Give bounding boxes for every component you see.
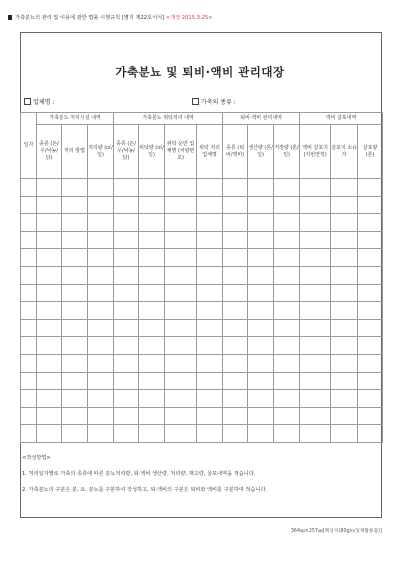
entry-cell[interactable] — [88, 302, 114, 320]
entry-cell[interactable] — [223, 284, 248, 302]
entry-cell[interactable] — [139, 372, 165, 390]
entry-cell[interactable] — [114, 249, 139, 267]
entry-cell[interactable] — [165, 179, 197, 197]
entry-cell[interactable] — [358, 249, 383, 267]
column-header: 살포량 (톤) — [358, 125, 383, 179]
entry-cell[interactable] — [139, 249, 165, 267]
entry-cell[interactable] — [300, 425, 331, 443]
column-header: 위탁 처리 업체명 — [197, 125, 223, 179]
date-cell[interactable] — [21, 249, 37, 267]
date-cell[interactable] — [21, 266, 37, 284]
group-header: 퇴비·액비 관리내역 — [223, 113, 300, 125]
entry-cell[interactable] — [62, 354, 88, 372]
entry-cell[interactable] — [114, 354, 139, 372]
entry-cell[interactable] — [165, 302, 197, 320]
date-cell[interactable] — [21, 425, 37, 443]
entry-cell[interactable] — [331, 319, 358, 337]
table-row — [21, 302, 383, 320]
date-cell[interactable] — [21, 407, 37, 425]
entry-cell[interactable] — [331, 354, 358, 372]
entry-cell[interactable] — [62, 302, 88, 320]
entry-cell[interactable] — [139, 390, 165, 408]
entry-cell[interactable] — [358, 337, 383, 355]
column-header: 처리량 (㎥/일) — [88, 125, 114, 179]
entry-cell[interactable] — [331, 196, 358, 214]
entry-cell[interactable] — [197, 319, 223, 337]
entry-cell[interactable] — [62, 407, 88, 425]
entry-cell[interactable] — [358, 372, 383, 390]
entry-cell[interactable] — [88, 214, 114, 232]
entry-cell[interactable] — [248, 425, 274, 443]
entry-cell[interactable] — [88, 319, 114, 337]
date-cell[interactable] — [21, 214, 37, 232]
entry-cell[interactable] — [358, 196, 383, 214]
form-reference-header — [8, 14, 213, 21]
column-header: 살포지 소유자 — [331, 125, 358, 179]
date-cell[interactable] — [21, 337, 37, 355]
entry-cell[interactable] — [139, 302, 165, 320]
entry-cell[interactable] — [248, 231, 274, 249]
table-row — [21, 266, 383, 284]
table-row — [21, 284, 383, 302]
entry-cell[interactable] — [88, 354, 114, 372]
entry-cell[interactable] — [331, 249, 358, 267]
table-row — [21, 337, 383, 355]
entry-cell[interactable] — [114, 425, 139, 443]
entry-cell[interactable] — [331, 179, 358, 197]
entry-cell[interactable] — [88, 407, 114, 425]
column-header: 종류 (퇴비/액비) — [223, 125, 248, 179]
entry-cell[interactable] — [37, 231, 62, 249]
entry-cell[interactable] — [37, 319, 62, 337]
date-cell[interactable] — [21, 231, 37, 249]
entry-cell[interactable] — [358, 390, 383, 408]
entry-cell[interactable] — [331, 372, 358, 390]
checkbox-icon — [192, 98, 199, 105]
entry-cell[interactable] — [139, 214, 165, 232]
table-row — [21, 372, 383, 390]
entry-cell[interactable] — [223, 319, 248, 337]
entry-cell[interactable] — [223, 337, 248, 355]
entry-cell[interactable] — [139, 231, 165, 249]
entry-cell[interactable] — [88, 231, 114, 249]
entry-cell[interactable] — [139, 284, 165, 302]
entry-cell[interactable] — [223, 390, 248, 408]
group-header: 액비 살포내역 — [300, 113, 383, 125]
entry-cell[interactable] — [114, 231, 139, 249]
entry-cell[interactable] — [197, 179, 223, 197]
entry-cell[interactable] — [274, 231, 300, 249]
business-name-label: 업체명 : — [33, 99, 55, 106]
table-row — [21, 249, 383, 267]
entry-cell[interactable] — [358, 425, 383, 443]
entry-cell[interactable] — [274, 266, 300, 284]
entry-cell[interactable] — [62, 266, 88, 284]
entry-cell[interactable] — [274, 302, 300, 320]
entry-cell[interactable] — [248, 354, 274, 372]
livestock-type-field[interactable] — [192, 97, 236, 106]
entry-cell[interactable] — [114, 214, 139, 232]
entry-cell[interactable] — [37, 407, 62, 425]
entry-cell[interactable] — [139, 179, 165, 197]
entry-cell[interactable] — [165, 284, 197, 302]
management-ledger-table — [20, 112, 383, 443]
entry-cell[interactable] — [300, 179, 331, 197]
checkbox-icon — [24, 98, 31, 105]
entry-cell[interactable] — [114, 302, 139, 320]
entry-cell[interactable] — [223, 249, 248, 267]
entry-cell[interactable] — [62, 390, 88, 408]
entry-cell[interactable] — [37, 284, 62, 302]
entry-cell[interactable] — [223, 302, 248, 320]
entry-cell[interactable] — [274, 390, 300, 408]
entry-cell[interactable] — [223, 354, 248, 372]
entry-cell[interactable] — [274, 196, 300, 214]
entry-cell[interactable] — [37, 372, 62, 390]
entry-cell[interactable] — [62, 196, 88, 214]
writing-instructions — [22, 454, 267, 502]
entry-cell[interactable] — [197, 284, 223, 302]
date-cell[interactable] — [21, 354, 37, 372]
entry-cell[interactable] — [165, 231, 197, 249]
entry-cell[interactable] — [114, 372, 139, 390]
entry-cell[interactable] — [331, 266, 358, 284]
entry-cell[interactable] — [165, 266, 197, 284]
entry-cell[interactable] — [248, 407, 274, 425]
table-row — [21, 390, 383, 408]
entry-cell[interactable] — [331, 337, 358, 355]
entry-cell[interactable] — [165, 390, 197, 408]
instruction-item: 2. 가축분뇨의 구분은 분, 요, 분뇨를 구분하여 작성하고, 퇴·액비의 구분은 퇴비와 액비를 구분하여 적습니다. — [22, 487, 268, 493]
entry-cell[interactable] — [358, 214, 383, 232]
table-row — [21, 214, 383, 232]
entry-cell[interactable] — [88, 196, 114, 214]
entry-cell[interactable] — [165, 214, 197, 232]
entry-cell[interactable] — [300, 302, 331, 320]
entry-cell[interactable] — [197, 372, 223, 390]
entry-cell[interactable] — [197, 354, 223, 372]
entry-cell[interactable] — [114, 196, 139, 214]
entry-cell[interactable] — [165, 372, 197, 390]
date-cell[interactable] — [21, 302, 37, 320]
entry-cell[interactable] — [331, 284, 358, 302]
entry-cell[interactable] — [274, 372, 300, 390]
entry-cell[interactable] — [114, 284, 139, 302]
column-header: 종류 (돈/우/낙농/닭) — [114, 125, 139, 179]
entry-cell[interactable] — [62, 337, 88, 355]
entry-cell[interactable] — [300, 214, 331, 232]
entry-cell[interactable] — [37, 249, 62, 267]
entry-cell[interactable] — [300, 337, 331, 355]
entry-cell[interactable] — [139, 425, 165, 443]
entry-cell[interactable] — [139, 354, 165, 372]
entry-cell[interactable] — [223, 425, 248, 443]
entry-cell[interactable] — [88, 179, 114, 197]
entry-cell[interactable] — [37, 390, 62, 408]
revision-date: <개정 2015.3.25> — [165, 15, 213, 21]
entry-cell[interactable] — [223, 196, 248, 214]
group-header: 가축분뇨 위탁처리 내역 — [114, 113, 223, 125]
entry-cell[interactable] — [37, 337, 62, 355]
entry-cell[interactable] — [114, 266, 139, 284]
entry-cell[interactable] — [62, 425, 88, 443]
entry-cell[interactable] — [62, 231, 88, 249]
entry-cell[interactable] — [37, 354, 62, 372]
date-cell[interactable] — [21, 372, 37, 390]
entry-cell[interactable] — [248, 302, 274, 320]
entry-cell[interactable] — [248, 266, 274, 284]
table-row — [21, 231, 383, 249]
entry-cell[interactable] — [248, 196, 274, 214]
entry-cell[interactable] — [223, 214, 248, 232]
entry-cell[interactable] — [88, 284, 114, 302]
entry-cell[interactable] — [223, 231, 248, 249]
entry-cell[interactable] — [358, 231, 383, 249]
entry-cell[interactable] — [358, 354, 383, 372]
date-cell[interactable] — [21, 390, 37, 408]
entry-cell[interactable] — [197, 390, 223, 408]
entry-cell[interactable] — [331, 302, 358, 320]
entry-cell[interactable] — [223, 407, 248, 425]
entry-cell[interactable] — [37, 425, 62, 443]
business-name-field[interactable] — [24, 97, 54, 106]
column-header: 생산량 (톤/일) — [248, 125, 274, 179]
entry-cell[interactable] — [165, 319, 197, 337]
entry-cell[interactable] — [358, 266, 383, 284]
entry-cell[interactable] — [114, 319, 139, 337]
entry-cell[interactable] — [88, 425, 114, 443]
entry-cell[interactable] — [300, 249, 331, 267]
table-row — [21, 179, 383, 197]
entry-cell[interactable] — [248, 319, 274, 337]
entry-cell[interactable] — [300, 372, 331, 390]
entry-cell[interactable] — [165, 425, 197, 443]
entry-cell[interactable] — [37, 302, 62, 320]
entry-cell[interactable] — [88, 372, 114, 390]
entry-cell[interactable] — [197, 231, 223, 249]
column-header: 종류 (돈/우/낙농/닭) — [37, 125, 62, 179]
entry-cell[interactable] — [274, 425, 300, 443]
column-header: 처리 방법 — [62, 125, 88, 179]
entry-cell[interactable] — [114, 390, 139, 408]
entry-cell[interactable] — [62, 372, 88, 390]
entry-cell[interactable] — [223, 372, 248, 390]
entry-cell[interactable] — [139, 196, 165, 214]
table-row — [21, 407, 383, 425]
entry-cell[interactable] — [197, 214, 223, 232]
entry-cell[interactable] — [139, 319, 165, 337]
entry-cell[interactable] — [197, 337, 223, 355]
table-row — [21, 425, 383, 443]
column-header: 액비 살포지 (지번면적) — [300, 125, 331, 179]
entry-cell[interactable] — [358, 179, 383, 197]
entry-cell[interactable] — [197, 266, 223, 284]
livestock-type-label: 가축의 종류 : — [201, 99, 236, 106]
date-cell[interactable] — [21, 284, 37, 302]
entry-cell[interactable] — [358, 302, 383, 320]
entry-cell[interactable] — [62, 179, 88, 197]
entry-cell[interactable] — [139, 266, 165, 284]
entry-cell[interactable] — [300, 407, 331, 425]
entry-cell[interactable] — [274, 284, 300, 302]
entry-cell[interactable] — [300, 196, 331, 214]
entry-cell[interactable] — [197, 407, 223, 425]
entry-cell[interactable] — [331, 231, 358, 249]
entry-cell[interactable] — [165, 354, 197, 372]
entry-cell[interactable] — [88, 249, 114, 267]
entry-cell[interactable] — [37, 266, 62, 284]
entry-cell[interactable] — [274, 407, 300, 425]
entry-cell[interactable] — [248, 372, 274, 390]
entry-cell[interactable] — [248, 337, 274, 355]
form-reference-text: 가축분뇨의 관리 및 이용에 관한 법률 시행규칙 [별지 제22호서식] — [15, 15, 165, 21]
entry-cell[interactable] — [274, 337, 300, 355]
entry-cell[interactable] — [248, 284, 274, 302]
entry-cell[interactable] — [331, 214, 358, 232]
entry-cell[interactable] — [165, 196, 197, 214]
entry-cell[interactable] — [248, 249, 274, 267]
entry-cell[interactable] — [197, 425, 223, 443]
entry-cell[interactable] — [197, 196, 223, 214]
table-row — [21, 196, 383, 214]
column-header: 위탁 운반 업체명 (차량번호) — [165, 125, 197, 179]
entry-cell[interactable] — [300, 319, 331, 337]
entry-cell[interactable] — [300, 354, 331, 372]
entry-cell[interactable] — [248, 179, 274, 197]
date-cell[interactable] — [21, 179, 37, 197]
table-row — [21, 319, 383, 337]
entry-cell[interactable] — [300, 266, 331, 284]
entry-cell[interactable] — [37, 196, 62, 214]
instructions-heading: <작성방법> — [22, 455, 51, 461]
paper-spec: 364㎜×257㎜[백상지(80g/㎡)(재활용품)] — [290, 529, 382, 534]
entry-cell[interactable] — [165, 407, 197, 425]
entry-cell[interactable] — [114, 337, 139, 355]
entry-cell[interactable] — [331, 390, 358, 408]
entry-cell[interactable] — [274, 354, 300, 372]
entry-cell[interactable] — [331, 407, 358, 425]
entry-cell[interactable] — [331, 425, 358, 443]
entry-cell[interactable] — [88, 390, 114, 408]
group-header: 가축분뇨 처리시설 내역 — [37, 113, 114, 125]
entry-cell[interactable] — [358, 319, 383, 337]
entry-cell[interactable] — [139, 407, 165, 425]
entry-cell[interactable] — [248, 390, 274, 408]
entry-cell[interactable] — [300, 231, 331, 249]
entry-cell[interactable] — [62, 284, 88, 302]
entry-cell[interactable] — [62, 249, 88, 267]
entry-cell[interactable] — [62, 214, 88, 232]
entry-cell[interactable] — [274, 179, 300, 197]
entry-cell[interactable] — [62, 319, 88, 337]
entry-cell[interactable] — [114, 179, 139, 197]
column-header: 저장량 (톤/일) — [274, 125, 300, 179]
entry-cell[interactable] — [223, 266, 248, 284]
page-title: 가축분뇨 및 퇴비·액비 관리대장 — [115, 65, 285, 79]
date-cell[interactable] — [21, 196, 37, 214]
entry-cell[interactable] — [88, 337, 114, 355]
entry-cell[interactable] — [300, 284, 331, 302]
entry-cell[interactable] — [114, 407, 139, 425]
table-row — [21, 354, 383, 372]
entry-cell[interactable] — [37, 214, 62, 232]
entry-cell[interactable] — [248, 214, 274, 232]
entry-cell[interactable] — [37, 179, 62, 197]
entry-cell[interactable] — [274, 249, 300, 267]
entry-cell[interactable] — [358, 284, 383, 302]
entry-cell[interactable] — [88, 266, 114, 284]
instruction-item: 1. 처리일자별로 가축의 종류에 따른 분뇨처리량, 퇴·액비 생산량, 처리량, 재고량, 살포내역을 적습니다. — [22, 471, 256, 477]
entry-cell[interactable] — [139, 337, 165, 355]
date-cell[interactable] — [21, 319, 37, 337]
entry-cell[interactable] — [223, 179, 248, 197]
date-header: 일자 — [21, 113, 37, 179]
entry-cell[interactable] — [274, 214, 300, 232]
entry-cell[interactable] — [300, 390, 331, 408]
entry-cell[interactable] — [165, 249, 197, 267]
entry-cell[interactable] — [197, 249, 223, 267]
column-header: 위탁량 (㎥/일) — [139, 125, 165, 179]
entry-cell[interactable] — [197, 302, 223, 320]
entry-cell[interactable] — [358, 407, 383, 425]
square-bullet-icon — [8, 15, 12, 20]
entry-cell[interactable] — [165, 337, 197, 355]
entry-cell[interactable] — [274, 319, 300, 337]
